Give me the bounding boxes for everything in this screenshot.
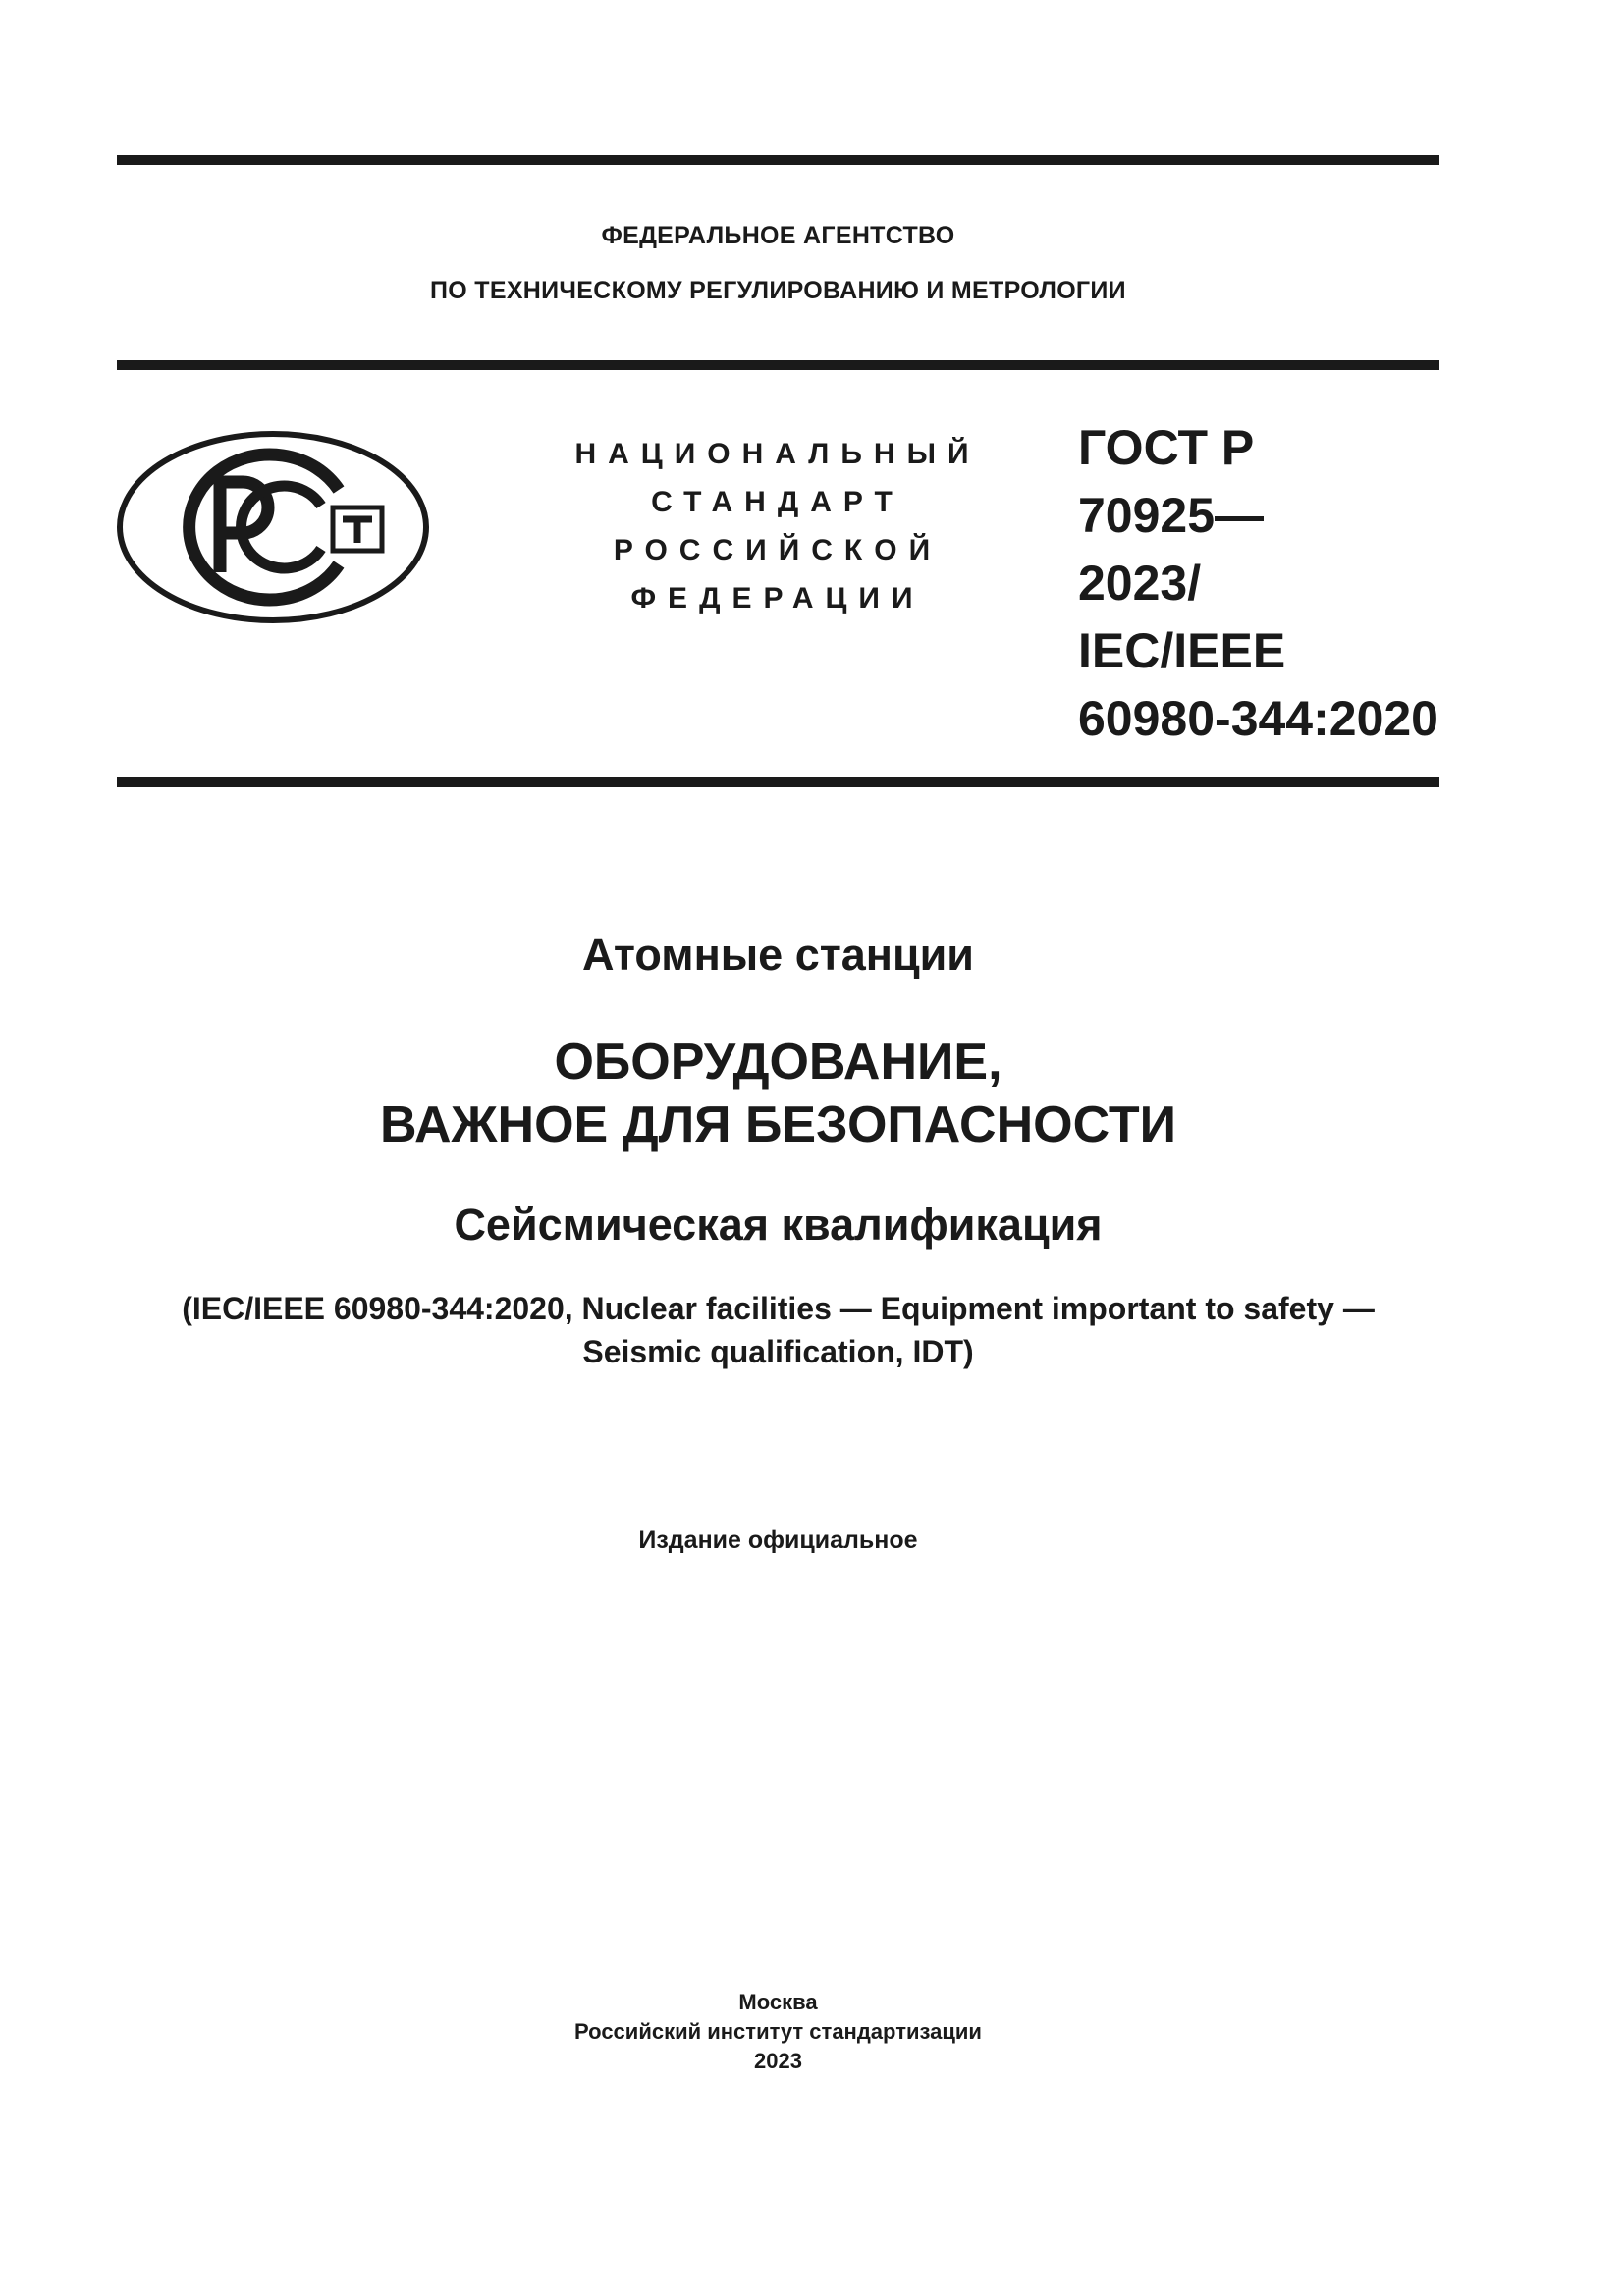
header-divider (117, 360, 1439, 370)
agency-name-line2: ПО ТЕХНИЧЕСКОМУ РЕГУЛИРОВАНИЮ И МЕТРОЛОГИИ (430, 277, 1126, 304)
rst-logo (115, 429, 431, 625)
designation-line: IEC/IEEE (1078, 623, 1286, 678)
national-standard-label (522, 430, 1033, 622)
publisher-city: Москва (738, 1990, 818, 2014)
document-subject: Атомные станции (582, 930, 974, 980)
national-standard-line: СТАНДАРТ (651, 486, 904, 518)
title-line: ОБОРУДОВАНИЕ, (554, 1034, 1002, 1091)
international-reference (0, 1287, 1556, 1373)
title-line: ВАЖНОЕ ДЛЯ БЕЗОПАСНОСТИ (380, 1096, 1176, 1153)
national-standard-line: ФЕДЕРАЦИИ (630, 582, 925, 614)
national-standard-line: РОССИЙСКОЙ (613, 534, 943, 566)
designation-line: 60980-344:2020 (1078, 691, 1438, 746)
title-divider (117, 777, 1439, 787)
rst-certification-mark-icon (115, 429, 431, 625)
intl-ref-line: Seismic qualification, IDT) (582, 1334, 974, 1369)
national-standard-line: НАЦИОНАЛЬНЫЙ (574, 438, 981, 470)
designation-line: 70925— (1078, 488, 1265, 543)
top-divider (117, 155, 1439, 165)
publisher-block (0, 1988, 1556, 2076)
intl-ref-line: (IEC/IEEE 60980-344:2020, Nuclear facilities — Equipment important to safety — (182, 1291, 1375, 1326)
publisher-year: 2023 (754, 2049, 802, 2073)
document-title (0, 1031, 1556, 1156)
standard-designation (1078, 414, 1438, 753)
designation-line: ГОСТ Р (1078, 420, 1255, 475)
publisher-institute: Российский институт стандартизации (574, 2019, 982, 2044)
edition-label: Издание официальное (638, 1526, 918, 1554)
agency-name-line1: ФЕДЕРАЛЬНОЕ АГЕНТСТВО (601, 222, 955, 249)
document-subtitle: Сейсмическая квалификация (454, 1200, 1103, 1250)
designation-line: 2023/ (1078, 556, 1202, 611)
